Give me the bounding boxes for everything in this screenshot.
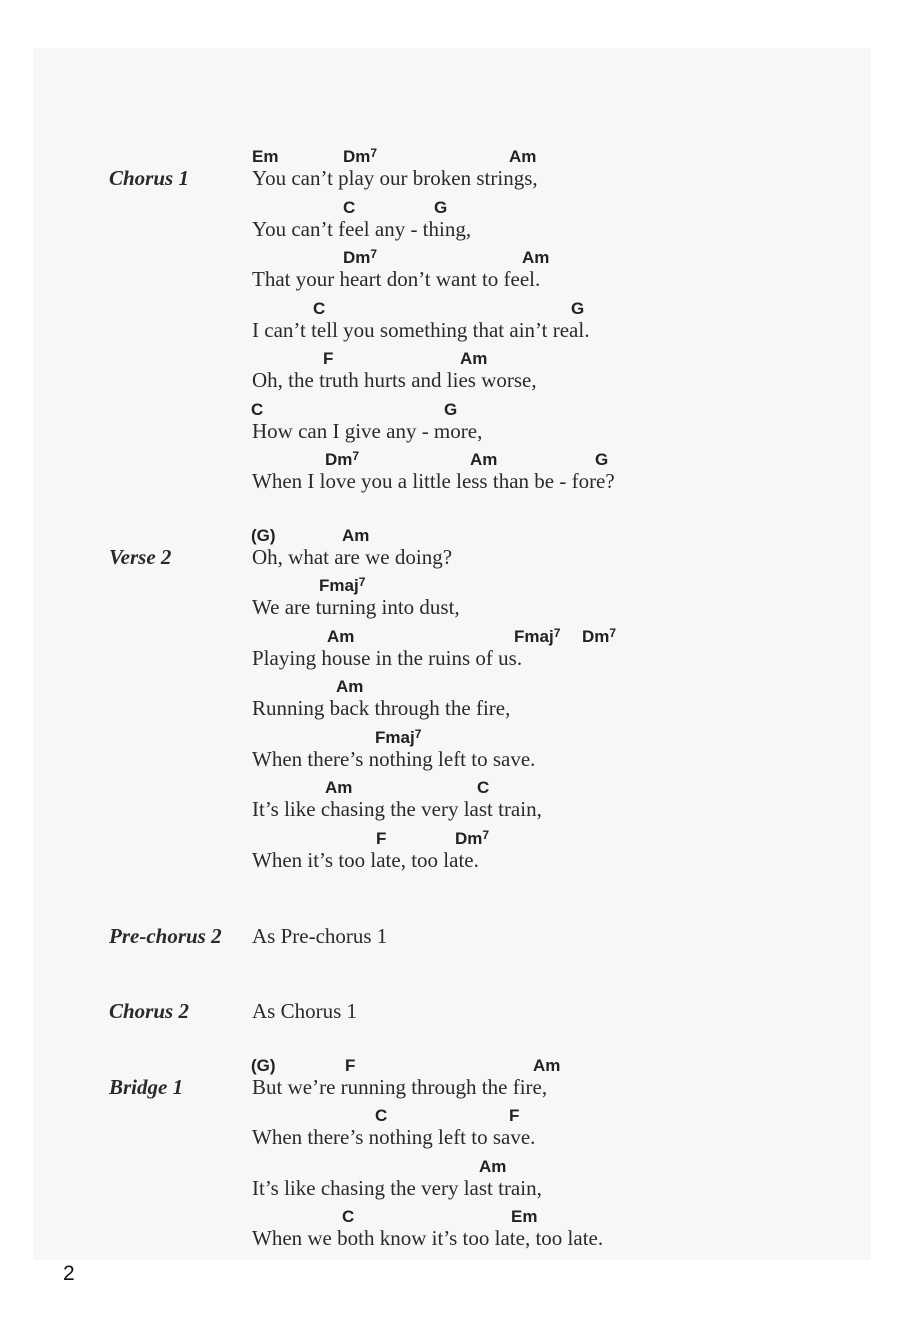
section-label-chorus-2: Chorus 2 xyxy=(109,999,189,1023)
lyric-line: When I love you a little less than be - fore? xyxy=(252,469,615,493)
lyric-line: When we both know it’s too late, too late. xyxy=(252,1226,604,1250)
chord: Am xyxy=(460,349,488,368)
chord: C xyxy=(342,1207,355,1226)
chord: F xyxy=(509,1106,520,1125)
section-label-chorus-1: Chorus 1 xyxy=(109,166,189,190)
lyric-line: Playing house in the ruins of us. xyxy=(252,646,523,670)
chord: Em xyxy=(511,1207,538,1226)
chord: Dm$^7$ xyxy=(455,828,490,848)
section-label-bridge-1: Bridge 1 xyxy=(109,1075,184,1099)
chord: (G) xyxy=(251,526,276,545)
chord: Am xyxy=(342,526,370,545)
lyric-line: Running back through the fire, xyxy=(252,696,511,720)
chord: G xyxy=(444,400,458,419)
lyric-line: Oh, what are we doing? xyxy=(252,545,453,569)
lyric-line: When there’s nothing left to save. xyxy=(252,747,536,771)
chord: C xyxy=(251,400,264,419)
chord: (G) xyxy=(251,1056,276,1075)
lyric-line: We are turning into dust, xyxy=(252,595,460,619)
chord: C xyxy=(343,198,356,217)
chord: Fmaj$^7$ xyxy=(375,727,422,747)
chord: F xyxy=(376,829,387,848)
lyric-line: When it’s too late, too late. xyxy=(252,848,479,872)
lyric-line: Oh, the truth hurts and lies worse, xyxy=(252,368,537,392)
chord: Dm$^7$ xyxy=(343,146,378,166)
chord: Fmaj$^7$ xyxy=(514,626,561,646)
page-number: 2 xyxy=(63,1262,75,1285)
chord: Em xyxy=(252,147,279,166)
chord: Am xyxy=(325,778,353,797)
section-note: As Chorus 1 xyxy=(252,999,358,1023)
lyric-line: But we’re running through the fire, xyxy=(252,1075,548,1099)
lyric-line: That your heart don’t want to feel. xyxy=(252,267,541,291)
lyric-line: You can’t feel any - thing, xyxy=(252,217,472,241)
lyric-line: It’s like chasing the very last train, xyxy=(252,1176,542,1200)
chord: C xyxy=(313,299,326,318)
lyric-line: You can’t play our broken strings, xyxy=(252,166,538,190)
lyric-line: How can I give any - more, xyxy=(252,419,483,443)
chord: Am xyxy=(470,450,498,469)
lyric-line: It’s like chasing the very last train, xyxy=(252,797,542,821)
chord: Am xyxy=(509,147,537,166)
chord: Fmaj$^7$ xyxy=(319,575,366,595)
chord: Am xyxy=(522,248,550,267)
chord: F xyxy=(323,349,334,368)
chord: Am xyxy=(336,677,364,696)
chord: Am xyxy=(479,1157,507,1176)
section-label-pre-chorus-2: Pre-chorus 2 xyxy=(109,924,222,948)
chord: C xyxy=(375,1106,388,1125)
chord: Dm$^7$ xyxy=(582,626,617,646)
chord: G xyxy=(571,299,585,318)
chord: C xyxy=(477,778,490,797)
chord: Am xyxy=(533,1056,561,1075)
chord: Am xyxy=(327,627,355,646)
chord: G xyxy=(434,198,448,217)
lyric-line: When there’s nothing left to save. xyxy=(252,1125,536,1149)
section-note: As Pre-chorus 1 xyxy=(252,924,388,948)
chord: Dm$^7$ xyxy=(325,449,360,469)
lyric-line: I can’t tell you something that ain’t real. xyxy=(252,318,590,342)
chord: Dm$^7$ xyxy=(343,247,378,267)
chord: F xyxy=(345,1056,356,1075)
chord: G xyxy=(595,450,609,469)
section-label-verse-2: Verse 2 xyxy=(109,545,172,569)
